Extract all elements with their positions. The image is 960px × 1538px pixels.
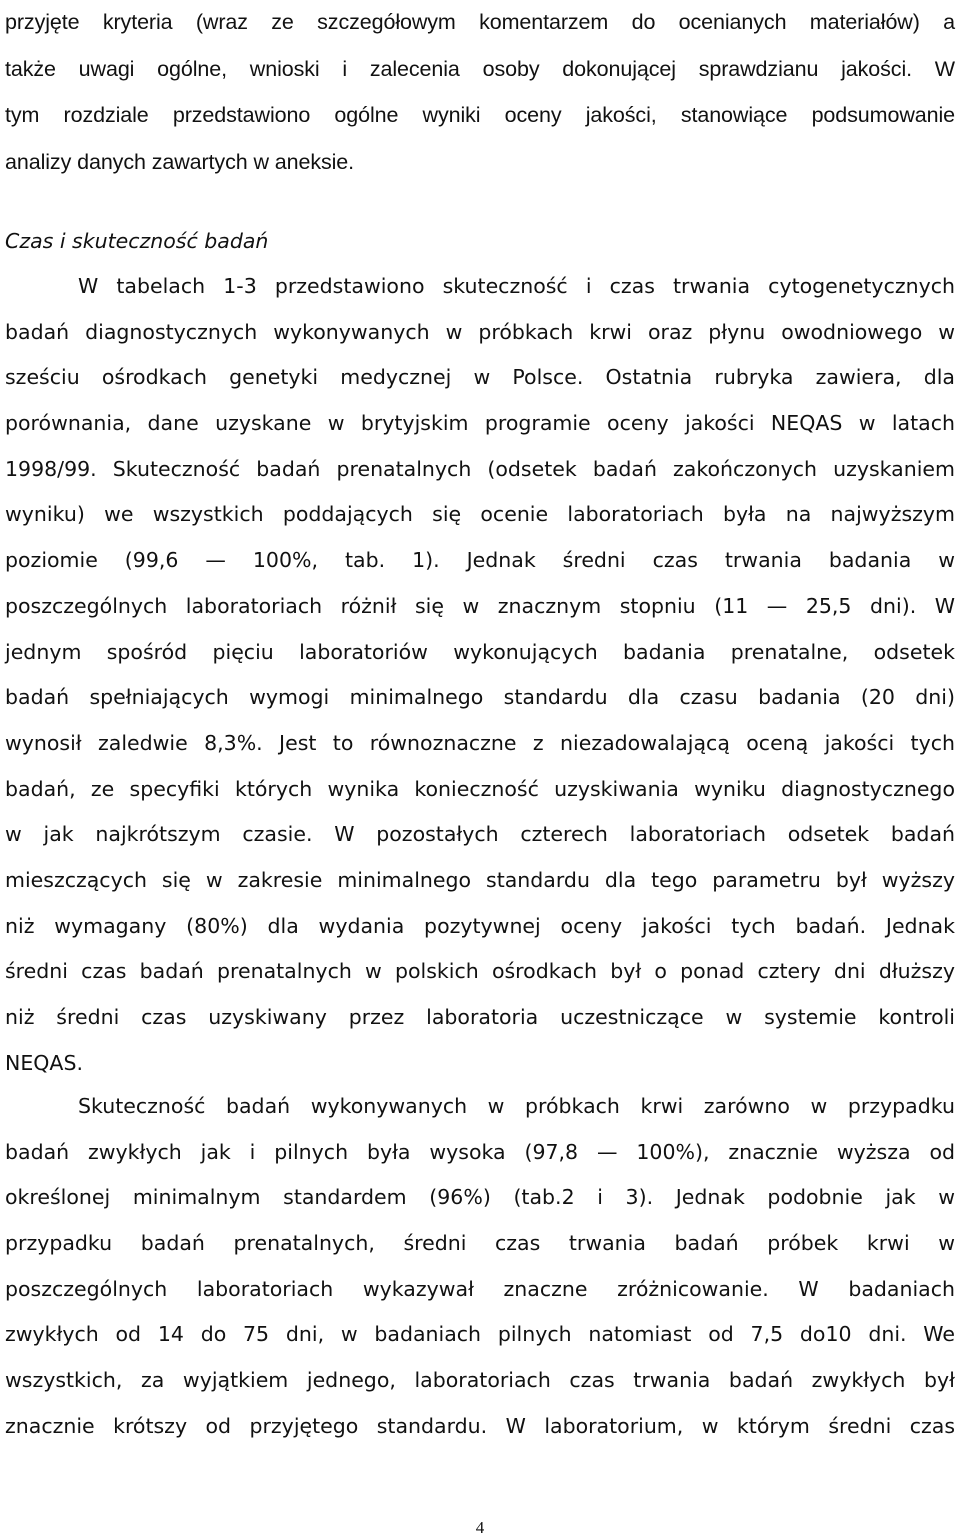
text-line: w jak najkrótszym czasie. W pozostałych czterech laboratoriach odsetek badań — [5, 822, 955, 847]
text-line: badań spełniających wymogi minimalnego standardu dla czasu badania (20 dni) — [5, 685, 955, 710]
text-line: poszczególnych laboratoriach różnił się w znacznym stopniu (11 — 25,5 dni). W — [5, 593, 955, 618]
text-line: W tabelach 1-3 przedstawiono skuteczność i czas trwania cytogenetycznych — [78, 274, 955, 298]
text-line: tym rozdziale przedstawiono ogólne wyniki oceny jakości, stanowiące podsumowanie — [5, 103, 955, 127]
text-line: wyniku) we wszystkich poddających się ocenie laboratoriach była na najwyższym — [5, 502, 955, 527]
text-line: analizy danych zawartych w aneksie. — [5, 149, 355, 174]
text-line: badań, ze specyfiki których wynika konieczność uzyskiwania wyniku diagnostycznego — [5, 776, 955, 801]
text-line: wynosił zaledwie 8,3%. Jest to równoznaczne z niezadowalającą oceną jakości tych — [5, 730, 955, 755]
text-line: niż wymagany (80%) dla wydania pozytywnej oceny jakości tych badań. Jednak — [5, 913, 955, 938]
text-line: także uwagi ogólne, wnioski i zalecenia osoby dokonującej sprawdzianu jakości. W — [5, 56, 955, 81]
text-line: NEQAS. — [5, 1050, 83, 1075]
text-line: Skuteczność badań wykonywanych w próbkach krwi zarówno w przypadku — [78, 1094, 955, 1118]
text-line: porównania, dane uzyskane w brytyjskim programie oceny jakości NEQAS w latach — [5, 411, 955, 436]
text-line: 1998/99. Skuteczność badań prenatalnych (odsetek badań zakończonych uzyskaniem — [5, 456, 955, 481]
text-line: określonej minimalnym standardem (96%) (tab.2 i 3). Jednak podobnie jak w — [5, 1185, 955, 1210]
text-line: wszystkich, za wyjątkiem jednego, laboratoriach czas trwania badań zwykłych był — [5, 1368, 955, 1393]
text-line: badań zwykłych jak i pilnych była wysoka (97,8 — 100%), znacznie wyższa od — [5, 1139, 955, 1164]
text-line: znacznie krótszy od przyjętego standardu. W laboratorium, w którym średni czas — [5, 1413, 955, 1438]
text-line: średni czas badań prenatalnych w polskich ośrodkach był o ponad cztery dni dłuższy — [5, 959, 955, 984]
section-heading: Czas i skuteczność badań — [5, 229, 269, 253]
text-line: przypadku badań prenatalnych, średni czas trwania badań próbek krwi w — [5, 1231, 955, 1256]
text-line: mieszczących się w zakresie minimalnego standardu dla tego parametru był wyższy — [5, 867, 955, 892]
paragraph-blood-samples — [5, 1084, 955, 1450]
text-line: zwykłych od 14 do 75 dni, w badaniach pilnych natomiast od 7,5 do10 dni. We — [5, 1322, 955, 1347]
text-line: poszczególnych laboratoriach wykazywał znaczne zróżnicowanie. W badaniach — [5, 1276, 955, 1301]
text-line: niż średni czas uzyskiwany przez laboratoria uczestniczące w systemie kontroli — [5, 1005, 955, 1029]
intro-paragraph — [5, 0, 955, 185]
text-line: jednym spośród pięciu laboratoriów wykonujących badania prenatalne, odsetek — [5, 639, 955, 664]
text-line: poziomie (99,6 — 100%, tab. 1). Jednak średni czas trwania badania w — [5, 548, 955, 573]
paragraph-time-and-efficiency — [5, 264, 955, 1086]
text-line: badań diagnostycznych wykonywanych w próbkach krwi oraz płynu owodniowego w — [5, 319, 955, 344]
text-line: sześciu ośrodkach genetyki medycznej w Polsce. Ostatnia rubryka zawiera, dla — [5, 365, 955, 390]
page-number: 4 — [475, 1518, 485, 1537]
text-line: przyjęte kryteria (wraz ze szczegółowym komentarzem do ocenianych materiałów) a — [5, 10, 955, 34]
